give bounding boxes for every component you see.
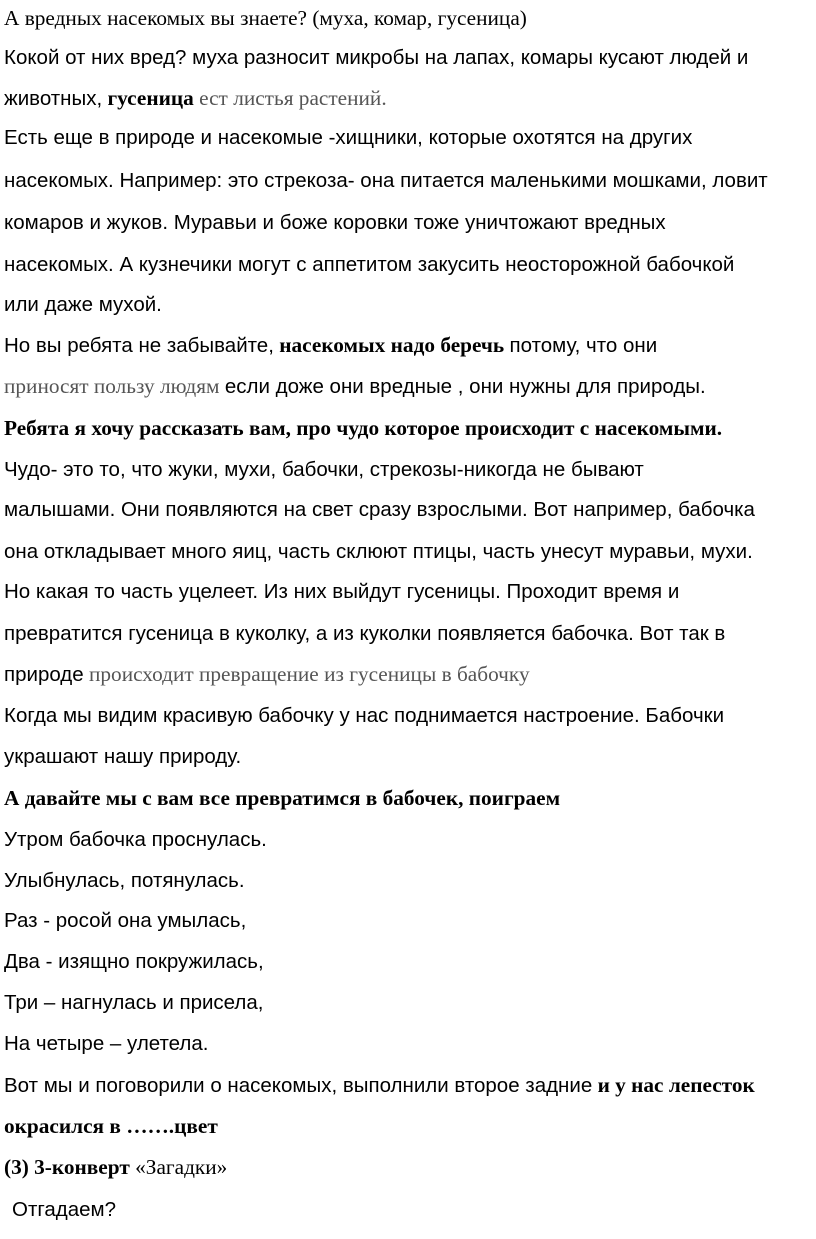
- harm-line-2: [4, 84, 387, 113]
- poem-line-1: [4, 826, 267, 854]
- text-run: Когда мы видим красивую бабочку у нас поднимается настроение. Бабочки: [4, 704, 725, 727]
- miracle-line-6: [4, 660, 530, 689]
- text-run: Отгадаем?: [12, 1198, 117, 1221]
- text-run: Два - изящно покружилась,: [4, 950, 264, 973]
- text-run: животных,: [4, 87, 103, 110]
- miracle-line-5: [4, 620, 725, 648]
- gray-run: ест листья растений.: [199, 86, 387, 110]
- envelope-line: [4, 1153, 227, 1181]
- text-run: Утром бабочка проснулась.: [4, 828, 267, 851]
- text-run: Чудо- это то, что жуки, мухи, бабочки, стрекозы-никогда не бывают: [4, 458, 644, 481]
- predators-line-5: [4, 291, 162, 319]
- text-run: природе: [4, 663, 84, 686]
- text-run: если доже они вредные , они нужны для природы.: [224, 375, 706, 398]
- gray-run: приносят пользу людям: [4, 374, 220, 398]
- gray-run: происходит превращение из гусеницы в бабочку: [89, 662, 530, 686]
- bold-run: (3) 3-конверт: [4, 1155, 130, 1179]
- miracle-line-1: [4, 456, 644, 484]
- miracle-line-4: [4, 578, 679, 606]
- bold-run: Ребята я хочу рассказать вам, про чудо которое происходит с насекомыми.: [4, 416, 723, 440]
- bold-run: гусеница: [107, 86, 194, 110]
- text-run: Но вы ребята не забывайте,: [4, 334, 274, 357]
- text-run: насекомых. Например: это стрекоза- она питается маленькими мошками, ловит: [4, 169, 768, 192]
- miracle-line-3: [4, 538, 753, 566]
- text-run: А вредных насекомых вы знаете? (муха, комар, гусеница): [4, 6, 527, 30]
- text-run: Вот мы и поговорили о насекомых, выполнили второе задние: [4, 1074, 593, 1097]
- summary-line-1: [4, 1071, 755, 1100]
- game-heading: [4, 784, 560, 812]
- text-run: Есть еще в природе и насекомые -хищники, которые охотятся на других: [4, 126, 693, 149]
- summary-line-2: [4, 1112, 218, 1140]
- bold-run: насекомых надо беречь: [279, 333, 505, 357]
- protect-line-1: [4, 331, 657, 360]
- text-run: она откладывает много яиц, часть склюют птицы, часть унесут муравьи, мухи.: [4, 540, 753, 563]
- text-run: или даже мухой.: [4, 293, 162, 316]
- text-run: украшают нашу природу.: [4, 745, 242, 768]
- harm-line-1: [4, 44, 748, 72]
- text-run: Улыбнулась, потянулась.: [4, 869, 245, 892]
- bold-run: окрасился в …….цвет: [4, 1114, 218, 1138]
- bold-run: А давайте мы с вам все превратимся в бабочек, поиграем: [4, 786, 561, 810]
- text-run: Раз - росой она умылась,: [4, 909, 247, 932]
- text-run: превратится гусеница в куколку, а из куколки появляется бабочка. Вот так в: [4, 622, 726, 645]
- predators-line-2: [4, 167, 768, 195]
- poem-line-6: [4, 1030, 208, 1058]
- text-run: Но какая то часть уцелеет. Из них выйдут гусеницы. Проходит время и: [4, 580, 680, 603]
- text-run: «Загадки»: [135, 1155, 228, 1179]
- miracle-line-2: [4, 496, 755, 524]
- riddle-prompt: [12, 1196, 116, 1224]
- predators-line-3: [4, 209, 666, 237]
- text-run: Кокой от них вред? муха разносит микробы на лапах, комары кусают людей и: [4, 46, 749, 69]
- miracle-heading: [4, 414, 722, 442]
- text-run: На четыре – улетела.: [4, 1032, 209, 1055]
- text-run: насекомых. А кузнечики могут с аппетитом закусить неосторожной бабочкой: [4, 253, 735, 276]
- predators-line-4: [4, 251, 734, 279]
- text-run: комаров и жуков. Муравьи и боже коровки тоже уничтожают вредных: [4, 211, 666, 234]
- bold-run: и у нас лепесток: [597, 1073, 755, 1097]
- butterfly-line-1: [4, 702, 724, 730]
- predators-line-1: [4, 124, 692, 152]
- poem-line-2: [4, 867, 245, 895]
- text-run: Три – нагнулась и присела,: [4, 991, 264, 1014]
- poem-line-5: [4, 989, 263, 1017]
- poem-line-3: [4, 907, 246, 935]
- poem-line-4: [4, 948, 264, 976]
- butterfly-line-2: [4, 743, 241, 771]
- intro-question-line: [4, 4, 527, 32]
- text-run: потому, что они: [509, 334, 658, 357]
- protect-line-2: [4, 372, 706, 401]
- text-run: малышами. Они появляются на свет сразу взрослыми. Вот например, бабочка: [4, 498, 755, 521]
